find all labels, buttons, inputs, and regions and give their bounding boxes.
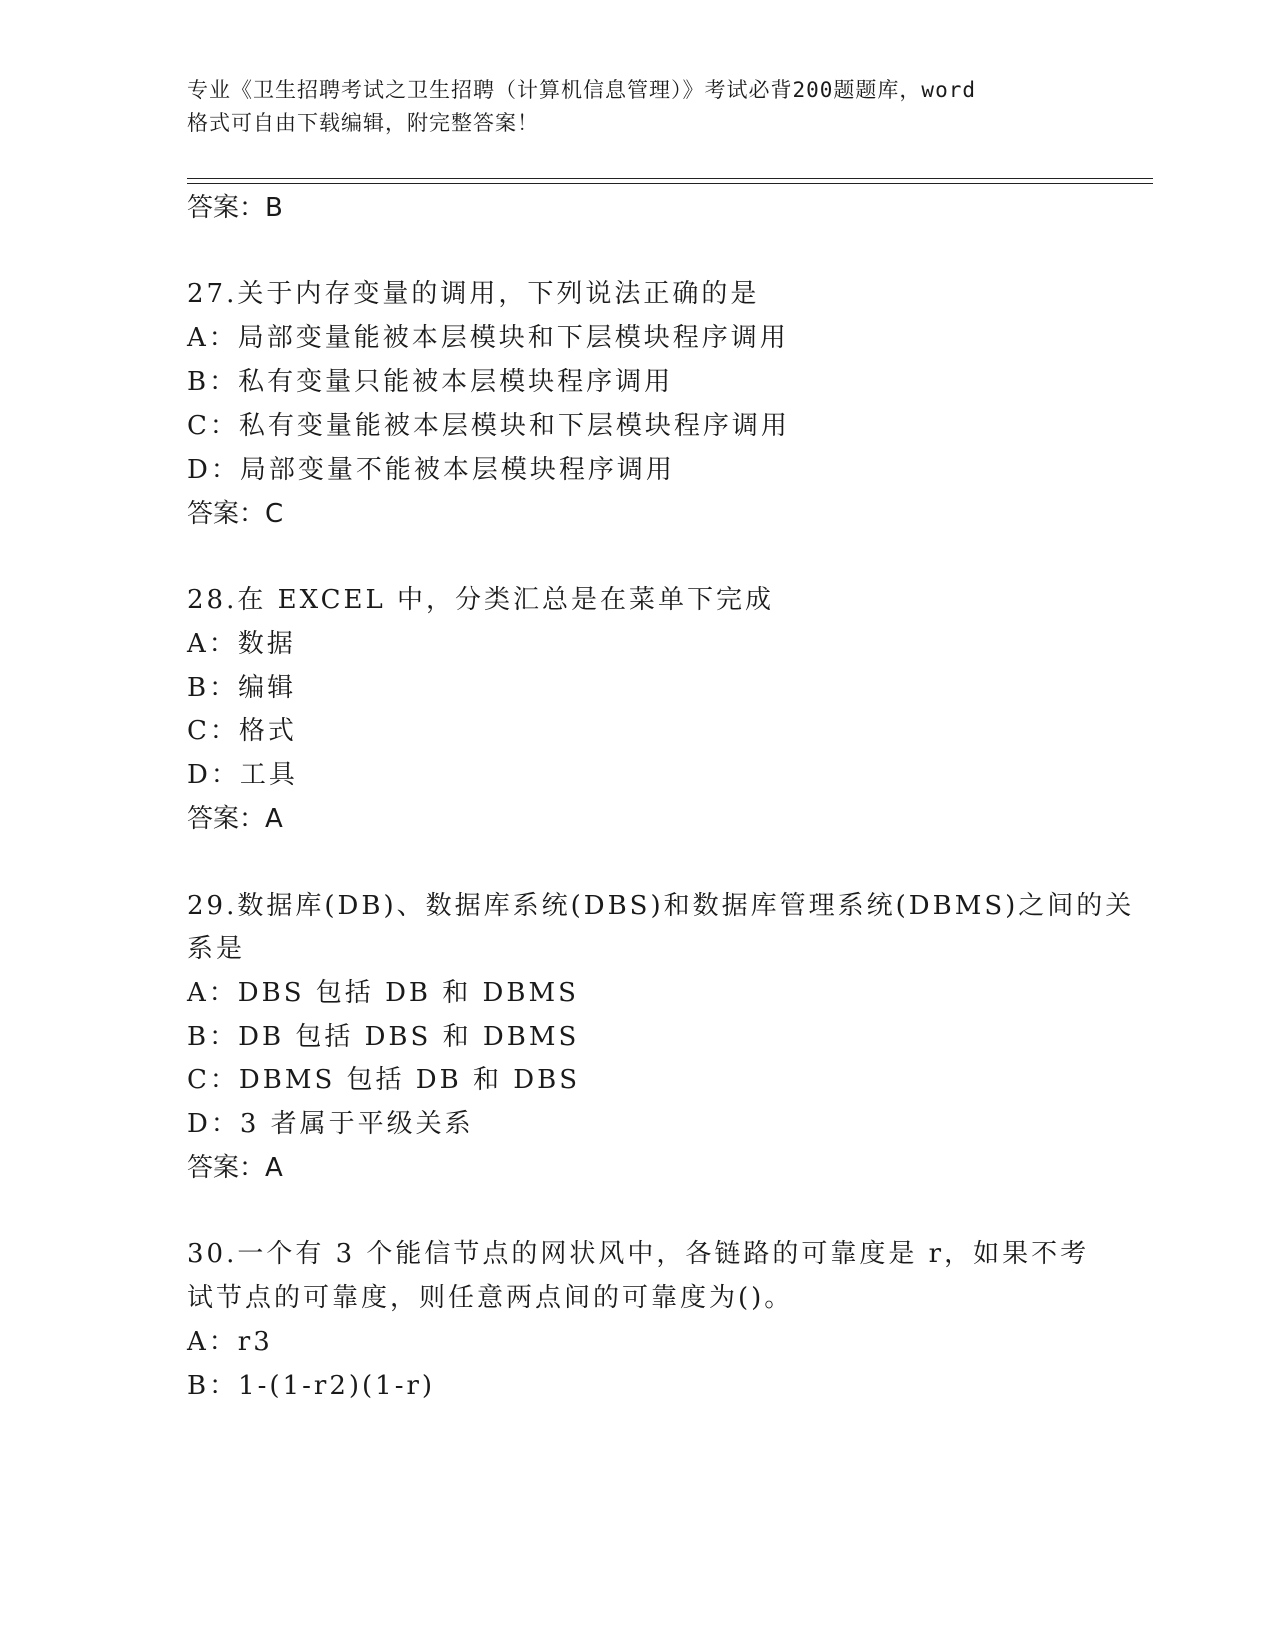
question-27-option-a: A：局部变量能被本层模块和下层模块程序调用	[187, 323, 789, 353]
question-27-option-d: D：局部变量不能被本层模块程序调用	[187, 455, 675, 485]
question-30-stem-line-2: 试节点的可靠度，则任意两点间的可靠度为()。	[187, 1283, 794, 1313]
question-28-answer: 答案：A	[187, 804, 283, 834]
question-28-option-c: C：格式	[187, 716, 297, 746]
question-30-option-a: A：r3	[187, 1327, 273, 1357]
question-30-stem-line-1: 30.一个有 3 个能信节点的网状风中，各链路的可靠度是 r，如果不考	[187, 1239, 1090, 1269]
question-29-stem-line-1: 29.数据库(DB)、数据库系统(DBS)和数据库管理系统(DBMS)之间的关	[187, 891, 1135, 921]
question-28-option-d: D：工具	[187, 760, 298, 790]
header-line-1: 专业《卫生招聘考试之卫生招聘（计算机信息管理）》考试必背200题题库，word	[187, 78, 976, 102]
header-rule-bottom	[187, 183, 1153, 184]
question-27-answer: 答案：C	[187, 499, 284, 529]
question-29-answer: 答案：A	[187, 1153, 283, 1183]
question-29-stem-line-2: 系是	[187, 934, 246, 964]
question-28-stem: 28.在 EXCEL 中，分类汇总是在菜单下完成	[187, 585, 775, 615]
document-header	[187, 74, 1087, 140]
question-29-option-c: C：DBMS 包括 DB 和 DBS	[187, 1065, 581, 1095]
question-27-option-c: C：私有变量能被本层模块和下层模块程序调用	[187, 411, 790, 441]
question-28-option-a: A：数据	[187, 629, 296, 659]
question-27-option-b: B：私有变量只能被本层模块程序调用	[187, 367, 674, 397]
header-rule-top	[187, 178, 1153, 179]
header-line-2: 格式可自由下载编辑，附完整答案！	[187, 111, 539, 135]
question-28-option-b: B：编辑	[187, 673, 297, 703]
answer-prev: 答案：B	[187, 193, 283, 223]
question-29-option-a: A：DBS 包括 DB 和 DBMS	[187, 978, 579, 1008]
question-30-option-b: B：1-(1-r2)(1-r)	[187, 1371, 436, 1401]
question-27-stem: 27.关于内存变量的调用，下列说法正确的是	[187, 279, 760, 309]
question-29-option-d: D：3 者属于平级关系	[187, 1109, 474, 1139]
question-29-option-b: B：DB 包括 DBS 和 DBMS	[187, 1022, 580, 1052]
